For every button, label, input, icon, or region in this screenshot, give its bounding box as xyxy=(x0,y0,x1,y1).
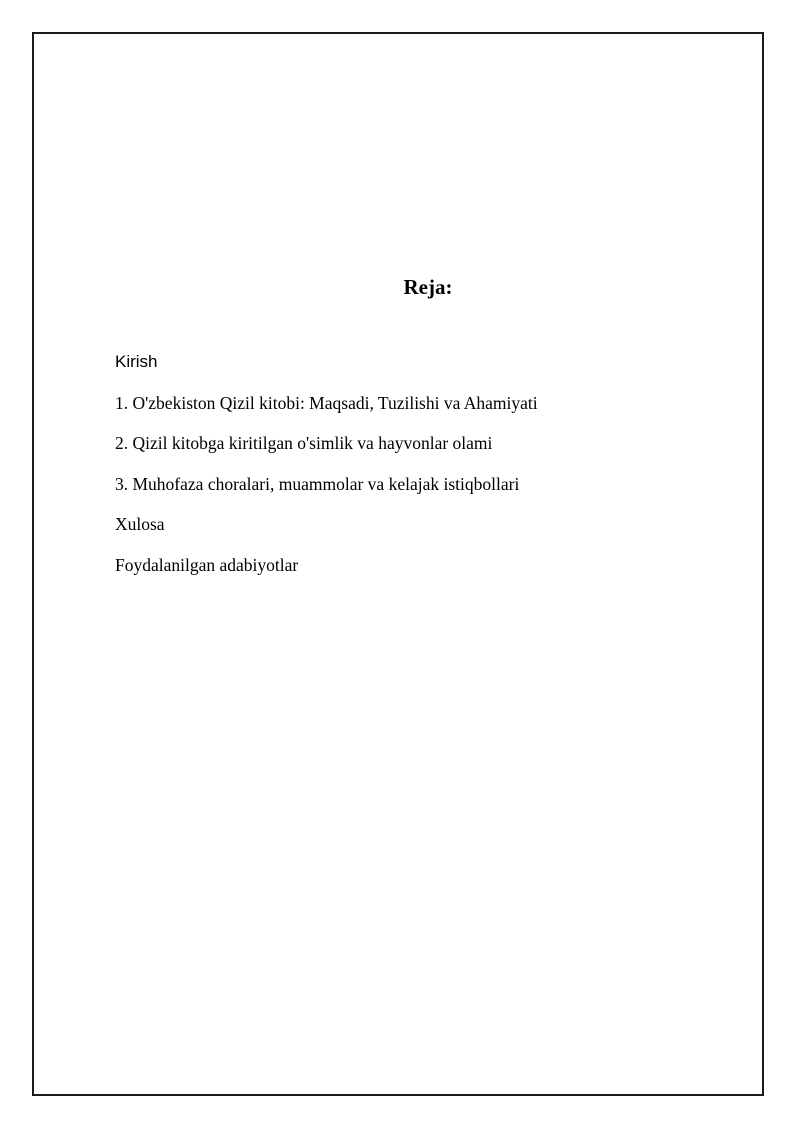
plan-item-section-3: 3. Muhofaza choralari, muammolar va kelajak istiqbollari xyxy=(115,473,520,494)
page-title: Reja: xyxy=(403,275,453,299)
plan-item-references: Foydalanilgan adabiyotlar xyxy=(115,554,299,575)
plan-item-section-2: 2. Qizil kitobga kiritilgan o'simlik va hayvonlar olami xyxy=(115,433,493,453)
plan-item-conclusion: Xulosa xyxy=(115,514,165,534)
plan-item-section-1: 1. O'zbekiston Qizil kitobi: Maqsadi, Tuzilishi va Ahamiyati xyxy=(115,392,538,413)
plan-list xyxy=(115,350,538,593)
plan-item-introduction: Kirish xyxy=(115,352,158,371)
